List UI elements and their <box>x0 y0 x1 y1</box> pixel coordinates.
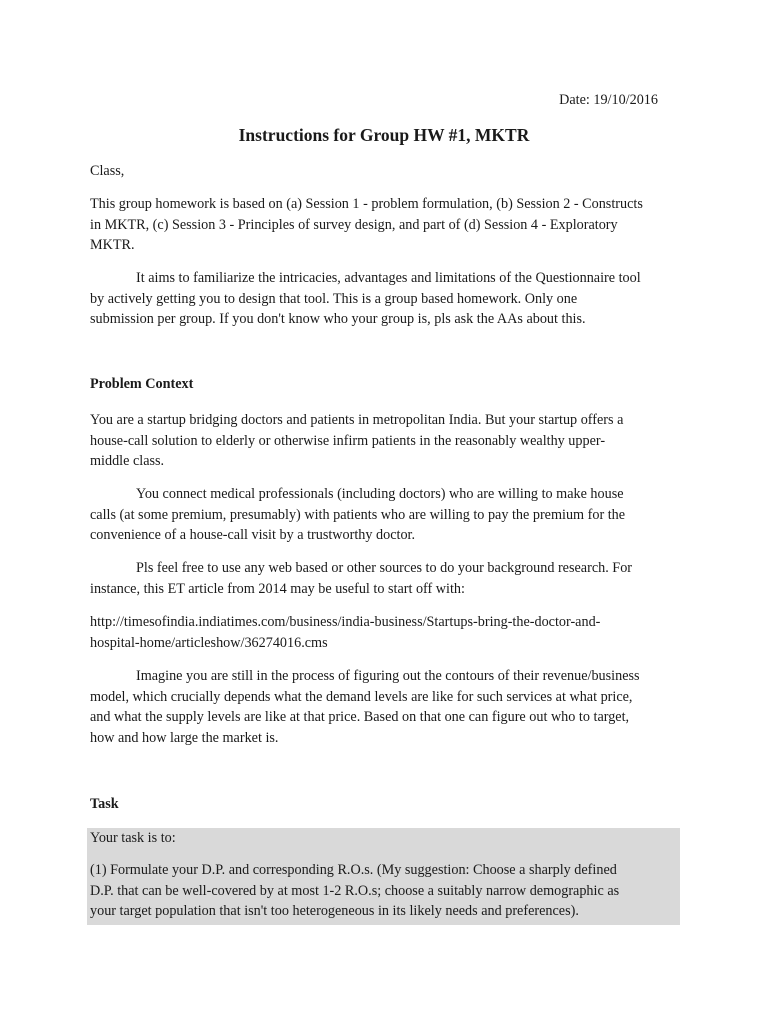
task-item-1-line-2: D.P. that can be well-covered by at most 1-2 R.O.s; choose a suitably narrow demographic as <box>90 883 620 899</box>
task-item-1-line-3: your target population that isn't too heterogeneous in its likely needs and preferences). <box>90 903 579 919</box>
problem-context-paragraph-2 <box>90 484 690 546</box>
pc-p3-line-2: instance, this ET article from 2014 may be useful to start off with: <box>90 580 465 597</box>
aims-line-3: submission per group. If you don't know who your group is, pls ask the AAs about this. <box>90 311 586 327</box>
problem-context-paragraph-1 <box>90 410 690 472</box>
pc-p4-line-1: Imagine you are still in the process of figuring out the contours of their revenue/business <box>136 668 640 684</box>
pc-p2-line-2: calls (at some premium, presumably) with patients who are willing to pay the premium for the <box>90 506 626 523</box>
aims-line-2: by actively getting you to design that tool. This is a group based homework. Only one <box>90 290 578 307</box>
url-line-2[interactable]: hospital-home/articleshow/36274016.cms <box>90 634 328 651</box>
problem-context-heading: Problem Context <box>90 376 194 392</box>
task-item-1-line-1: (1) Formulate your D.P. and corresponding R.O.s. (My suggestion: Choose a sharply defined <box>90 862 617 878</box>
pc-p2-line-3: convenience of a house-call visit by a trustworthy doctor. <box>90 527 416 543</box>
url-line-1[interactable]: http://timesofindia.indiatimes.com/business/india-business/Startups-bring-the-doctor-and- <box>90 614 601 630</box>
pc-p2-line-1: You connect medical professionals (including doctors) who are willing to make house <box>136 486 624 502</box>
aims-line-1: It aims to familiarize the intricacies, advantages and limitations of the Questionnaire tool <box>136 270 641 286</box>
task-highlight-box <box>87 828 680 925</box>
document-title: Instructions for Group HW #1, MKTR <box>238 125 530 145</box>
pc-p4-line-3: and what the supply levels are like at that price. Based on that one can figure out who to target, <box>90 709 630 725</box>
intro-line-3: MKTR. <box>90 237 135 253</box>
task-intro: Your task is to: <box>90 830 176 846</box>
intro-line-2: in MKTR, (c) Session 3 - Principles of survey design, and part of (d) Session 4 - Exploratory <box>90 216 618 233</box>
problem-context-paragraph-3 <box>90 558 690 599</box>
document-date: Date: 19/10/2016 <box>559 92 658 108</box>
greeting: Class, <box>90 163 125 179</box>
aims-paragraph <box>90 268 690 330</box>
pc-p3-line-1: Pls feel free to use any web based or other sources to do your background research. For <box>136 560 633 576</box>
intro-paragraph <box>90 194 690 256</box>
pc-p1-line-1: You are a startup bridging doctors and patients in metropolitan India. But your startup offers a <box>90 412 624 428</box>
pc-p1-line-3: middle class. <box>90 453 165 469</box>
intro-line-1: This group homework is based on (a) Session 1 - problem formulation, (b) Session 2 - Constructs <box>90 196 643 212</box>
problem-context-paragraph-4 <box>90 666 690 748</box>
pc-p4-line-4: how and how large the market is. <box>90 729 279 746</box>
article-url[interactable] <box>90 612 690 653</box>
task-heading: Task <box>90 796 119 812</box>
pc-p1-line-2: house-call solution to elderly or otherwise infirm patients in the reasonably wealthy upper- <box>90 432 606 449</box>
pc-p4-line-2: model, which crucially depends what the demand levels are like for such services at what price, <box>90 688 633 705</box>
